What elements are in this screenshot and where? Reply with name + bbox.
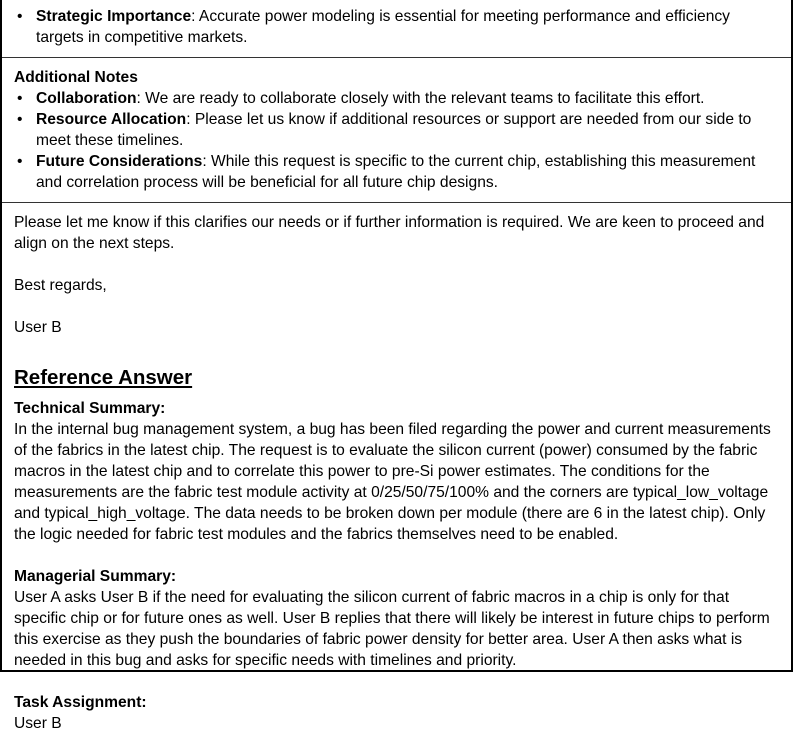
bullet-list-top — [14, 6, 781, 48]
bullet-text: : While this request is specific to the current chip, establishing this measurement and correlation process will be beneficial for all future chip designs. — [36, 153, 756, 191]
closing-message: Please let me know if this clarifies our needs or if further information is required. We are keen to proceed and align on the next steps. — [14, 214, 765, 252]
bullet-lead: Future Considerations — [36, 153, 203, 170]
divider — [2, 202, 791, 203]
divider — [2, 57, 791, 58]
additional-notes-heading: Additional Notes — [14, 69, 138, 86]
bullet-text: : Accurate power modeling is essential for meeting performance and efficiency targets in competitive markets. — [36, 8, 730, 46]
bullet-text: : We are ready to collaborate closely with the relevant teams to facilitate this effort. — [136, 90, 705, 107]
technical-summary-heading: Technical Summary: — [14, 400, 166, 417]
bullet-lead: Resource Allocation — [36, 111, 187, 128]
list-item — [14, 6, 781, 48]
bullet-lead: Strategic Importance — [36, 8, 192, 25]
managerial-summary-text: User A asks User B if the need for evaluating the silicon current of fabric macros in a chip is only for that specific chip or for future ones as well. User B replies that there will likely be interest in future chips to perform this exercise as they push the boundaries of fabric power density for better area. User A then asks what is needed in this bug and asks for specific needs with timelines and priority. — [14, 589, 770, 669]
reference-answer-title: Reference Answer — [14, 366, 193, 389]
list-item — [14, 109, 781, 151]
bullet-text: : Please let us know if additional resources or support are needed from our side to meet these timelines. — [36, 111, 752, 149]
list-item — [14, 88, 781, 109]
managerial-summary-heading: Managerial Summary: — [14, 568, 177, 585]
task-assignment-heading: Task Assignment: — [14, 694, 147, 711]
list-item — [14, 151, 781, 193]
task-assignment-text: User B — [14, 715, 62, 732]
bullet-lead: Collaboration — [36, 90, 137, 107]
document-body — [2, 0, 791, 734]
additional-notes-list — [14, 88, 781, 193]
closing-regards: Best regards, — [14, 277, 107, 294]
technical-summary-text: In the internal bug management system, a bug has been filed regarding the power and current measurements of the fabrics in the latest chip. The request is to evaluate the silicon current (power) consumed by the fabric macros in the latest chip and to correlate this power to pre-Si power estimates. The conditions for the measurements are the fabric test module activity at 0/25/50/75/100% and the corners are typical_low_voltage and typical_high_voltage. The data needs to be broken down per module (there are 6 in the latest chip). Only the logic needed for fabric test modules and the fabrics themselves need to be enabled. — [14, 421, 771, 543]
closing-signature: User B — [14, 319, 62, 336]
